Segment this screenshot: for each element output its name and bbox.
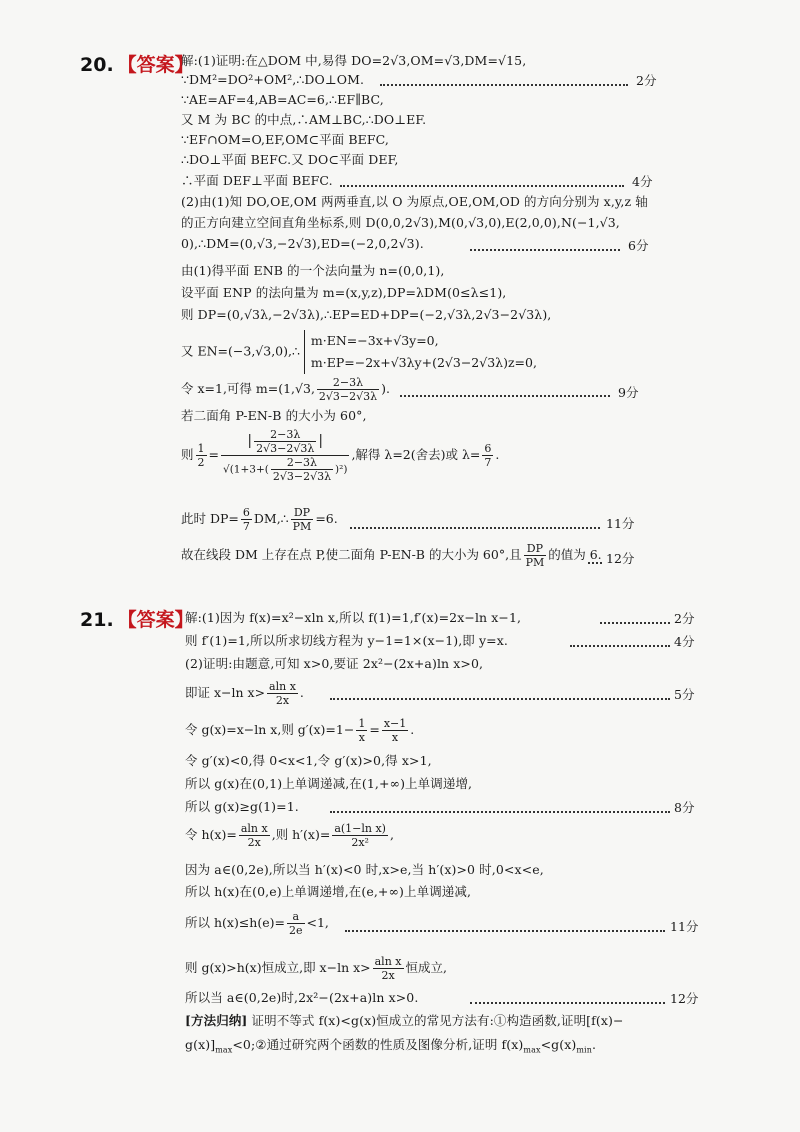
q20-line-angle: 若二面角 P-EN-B 的大小为 60°, (181, 408, 367, 423)
q20-dots-1 (380, 82, 628, 86)
q21-method-period: . (591, 1037, 597, 1052)
q20-score-6: 12分 (606, 551, 635, 566)
q21-dots-3 (330, 696, 670, 700)
q21-dots-2 (570, 643, 670, 647)
q20-line-5: ∵EF∩OM=O,EF,OM⊂平面 BEFC, (181, 132, 389, 147)
q20-equation-system (304, 330, 537, 374)
q21-header (80, 605, 194, 632)
q21-dots-5 (345, 928, 665, 932)
q21-h-bound-text: 所以 h(x)≤h(e)= (185, 915, 285, 930)
q20-solve-text: ,解得 λ=2(舍去)或 λ= (351, 447, 481, 462)
q21-line-5 (185, 717, 414, 744)
q20-sqrt-open: √(1+3+( (223, 463, 269, 476)
q21-aln-frac-1-num: aln x (269, 680, 296, 693)
q20-score-2: 4分 (632, 174, 653, 189)
q20-line-2: ∵DM²=DO²+OM²,∴DO⊥OM. (181, 72, 365, 87)
q21-xm1-over-x-num: x−1 (383, 717, 407, 730)
q21-a-over-2e (287, 910, 305, 937)
q21-dots-4 (330, 809, 670, 813)
q20-line-10: 0),∴DM=(0,√3,−2√3),ED=(−2,0,2√3). (181, 236, 424, 251)
q21-line-6: 令 g′(x)<0,得 0<x<1,令 g′(x)>0,得 x>1, (185, 753, 432, 768)
q21-lt-one: <1, (306, 915, 329, 930)
q20-dots-4 (400, 393, 610, 397)
q20-cos-equation (181, 428, 499, 483)
q20-dp-line (181, 506, 338, 533)
q20-dp-frac-1-num: 6 (242, 506, 250, 519)
q21-aln-frac-3-den: 2x (381, 969, 395, 982)
q20-line-12: 设平面 ENP 的法向量为 m=(x,y,z),DP=λDM(0≤λ≤1), (181, 285, 507, 300)
q21-method-label: [方法归纳] (185, 1013, 248, 1028)
q20-conclusion-text: 故在线段 DM 上存在点 P,使二面角 P-EN-B 的大小为 60°,且 (181, 547, 522, 562)
q20-equals: = (208, 447, 219, 462)
q21-answer-tag: 【答案】 (117, 609, 194, 631)
q21-aln-frac-1-den: 2x (275, 694, 290, 707)
q20-dots-5 (350, 525, 600, 529)
q21-score-2: 4分 (674, 634, 695, 649)
q20-inner-frac-1-num: 2−3λ (254, 428, 316, 442)
q21-method-sub-min: min (576, 1045, 592, 1055)
q21-method-text-3: <g(x) (540, 1037, 577, 1052)
q21-aln-frac-2 (239, 822, 270, 849)
q20-conclusion-end: 的值为 6. (548, 547, 602, 562)
q20-line-9: 的正方向建立空间直角坐标系,则 D(0,0,2√3),M(0,√3,0),E(2,0,0),N(−1,√3, (181, 215, 620, 230)
q21-hprime-den: 2x² (351, 836, 369, 849)
q20-half-frac (196, 442, 207, 469)
q20-big-frac (221, 428, 349, 483)
q21-xm1-over-x-den: x (391, 731, 399, 744)
q21-hprime-text: ,则 h′(x)= (271, 827, 331, 842)
q21-aln-frac-3-num: aln x (374, 955, 402, 968)
q21-line-10: 因为 a∈(0,2e),所以当 h′(x)<0 时,x>e,当 h′(x)>0 时,0<x<e, (185, 862, 544, 877)
q20-inner-frac-1 (254, 428, 316, 455)
q21-line-5-period: . (410, 722, 415, 737)
q20-lambda-period: . (495, 447, 500, 462)
q21-g-equals: = (369, 722, 380, 737)
q20-eq-2: m·EP=−2x+√3λy+(2√3−2√3λ)z=0, (310, 355, 537, 370)
q21-method-text-2: <0;②通过研究两个函数的性质及图像分析,证明 f(x) (232, 1037, 524, 1052)
q21-line-2: 则 f′(1)=1,所以所求切线方程为 y−1=1×(x−1),即 y=x. (185, 633, 508, 648)
q20-big-frac-num: | $\frac{2-3\lambda}{2√3-2√3\lambda}$ | (221, 428, 349, 456)
q21-holds-text: 恒成立, (405, 960, 447, 975)
q21-line-1: 解:(1)因为 f(x)=x²−xln x,所以 f(1)=1,f′(x)=2x−ln x−1, (185, 610, 522, 625)
q21-line-7: 所以 g(x)在(0,1)上单调递减,在(1,+∞)上单调递增, (185, 776, 473, 791)
q21-aln-frac-2-den: 2x (247, 836, 261, 849)
q20-conclusion-frac-den: PM (525, 556, 545, 569)
q20-score-1: 2分 (636, 73, 657, 88)
q20-line-3: ∵AE=AF=4,AB=AC=6,∴EF∥BC, (181, 92, 384, 107)
q20-inner-frac-1-den: 2√3−2√3λ (256, 442, 315, 455)
q20-score-4: 9分 (618, 385, 639, 400)
q21-one-over-x-num: 1 (358, 717, 366, 730)
q20-line-6: ∴DO⊥平面 BEFC.又 DO⊂平面 DEF, (181, 152, 399, 167)
q21-xm1-over-x (382, 717, 408, 744)
q20-dp-pm-den: PM (292, 520, 312, 533)
q20-equals-six: =6. (315, 511, 338, 526)
q21-line-11: 所以 h(x)在(0,e)上单调递增,在(e,+∞)上单调递减, (185, 884, 472, 899)
q20-dp-text: 此时 DP= (181, 511, 239, 526)
q21-score-5: 11分 (670, 919, 699, 934)
q21-method-g: g(x)] (185, 1037, 216, 1052)
q20-m-frac-den: 2√3−2√3λ (318, 390, 378, 403)
q20-inner-frac-2-den: 2√3−2√3λ (272, 470, 332, 483)
q20-system-intro: 又 EN=(−3,√3,0),∴ (181, 343, 300, 359)
q21-line-12 (185, 910, 329, 937)
q20-answer-tag: 【答案】 (117, 54, 194, 76)
q20-dp-frac-1 (241, 506, 252, 533)
q21-method-sub-max-1: max (215, 1045, 233, 1055)
q20-lambda-num: 6 (484, 442, 492, 455)
q20-big-frac-den (221, 456, 349, 483)
q21-line-4-period: . (299, 685, 304, 700)
q21-method-text-1: 证明不等式 f(x)<g(x)恒成立的常见方法有:①构造函数,证明[f(x)− (251, 1013, 624, 1028)
q20-dots-2 (340, 183, 624, 187)
q20-eq-1: m·EN=−3x+√3y=0, (310, 333, 439, 348)
q21-line-4 (185, 680, 304, 707)
q21-dots-6 (470, 1000, 665, 1004)
q20-half-den: 2 (197, 456, 205, 469)
q21-aln-frac-2-num: aln x (240, 822, 268, 835)
q20-header (80, 50, 194, 77)
q20-sqrt-close: )²) (335, 463, 348, 476)
q21-a-over-2e-num: a (287, 910, 305, 924)
q20-system-block (181, 330, 537, 374)
q21-line-9 (185, 822, 394, 849)
q21-method-line-2 (185, 1036, 596, 1060)
q21-score-6: 12分 (670, 991, 699, 1006)
q20-lambda-frac (482, 442, 493, 469)
q20-inner-frac-2-num: 2−3λ (271, 456, 333, 470)
q20-dp-pm-frac (291, 506, 314, 533)
q20-line-8: (2)由(1)知 DO,OE,OM 两两垂直,以 O 为原点,OE,OM,OD 的方向分别为 x,y,z 轴 (181, 194, 648, 209)
q20-conclusion-frac (524, 542, 547, 569)
q20-cos-then: 则 (181, 447, 194, 462)
q21-one-over-x-den: x (358, 731, 365, 744)
q21-g-def-text: 令 g(x)=x−ln x,则 g′(x)=1− (185, 722, 355, 737)
q20-inner-frac-2 (271, 456, 333, 483)
q21-score-3: 5分 (674, 687, 695, 702)
q20-line-4: 又 M 为 BC 的中点,∴AM⊥BC,∴DO⊥EF. (181, 112, 427, 127)
q21-h-def-text: 令 h(x)= (185, 827, 237, 842)
q21-one-over-x (356, 717, 367, 744)
q21-line-3: (2)证明:由题意,可知 x>0,要证 2x²−(2x+a)ln x>0, (185, 656, 484, 671)
q21-prove-text: 即证 x−ln x> (185, 685, 266, 700)
q20-m-close: ). (381, 381, 390, 396)
q20-m-frac (317, 376, 379, 403)
q20-number: 20. (80, 54, 114, 76)
q21-line-8: 所以 g(x)≥g(1)=1. (185, 799, 299, 814)
q21-method-sub-max-2: max (523, 1045, 541, 1055)
q20-line-13: 则 DP=(0,√3λ,−2√3λ),∴EP=ED+DP=(−2,√3λ,2√3−2√3λ), (181, 307, 552, 322)
q21-method-line-1 (185, 1012, 624, 1030)
q20-m-vector (181, 376, 390, 403)
q20-half-num: 1 (197, 442, 205, 455)
q20-dp-frac-1-den: 7 (242, 520, 250, 533)
q20-m-text: 令 x=1,可得 m=(1,√3, (181, 381, 315, 396)
q21-line-13 (185, 955, 447, 982)
q20-conclusion (181, 542, 602, 569)
q21-number: 21. (80, 609, 114, 631)
q21-aln-frac-1 (267, 680, 298, 707)
q21-a-over-2e-den: 2e (288, 924, 303, 937)
q20-line-1: 解:(1)证明:在△DOM 中,易得 DO=2√3,OM=√3,DM=√15, (181, 53, 527, 68)
q21-aln-frac-3 (373, 955, 404, 982)
q20-dots-3 (470, 247, 620, 251)
q21-hprime-frac (332, 822, 388, 849)
q21-score-4: 8分 (674, 800, 695, 815)
q21-g-gt-h-text: 则 g(x)>h(x)恒成立,即 x−ln x> (185, 960, 371, 975)
q20-dm-text: DM,∴ (253, 511, 289, 526)
q20-m-frac-num: 2−3λ (317, 376, 379, 390)
q20-conclusion-frac-num: DP (524, 542, 547, 556)
q20-lambda-den: 7 (484, 456, 492, 469)
q20-score-5: 11分 (606, 516, 635, 531)
q21-line-9-comma: , (389, 827, 394, 842)
q21-dots-1 (600, 620, 670, 624)
q21-score-1: 2分 (674, 611, 695, 626)
q20-line-11: 由(1)得平面 ENB 的一个法向量为 n=(0,0,1), (181, 263, 445, 278)
q21-hprime-num: a(1−ln x) (334, 822, 386, 835)
q20-dp-pm-num: DP (291, 506, 314, 520)
q20-line-7: ∴平面 DEF⊥平面 BEFC. (181, 173, 333, 188)
q21-line-14: 所以当 a∈(0,2e)时,2x²−(2x+a)ln x>0. (185, 990, 419, 1005)
q20-score-3: 6分 (628, 238, 649, 253)
q20-dots-6 (588, 560, 602, 564)
